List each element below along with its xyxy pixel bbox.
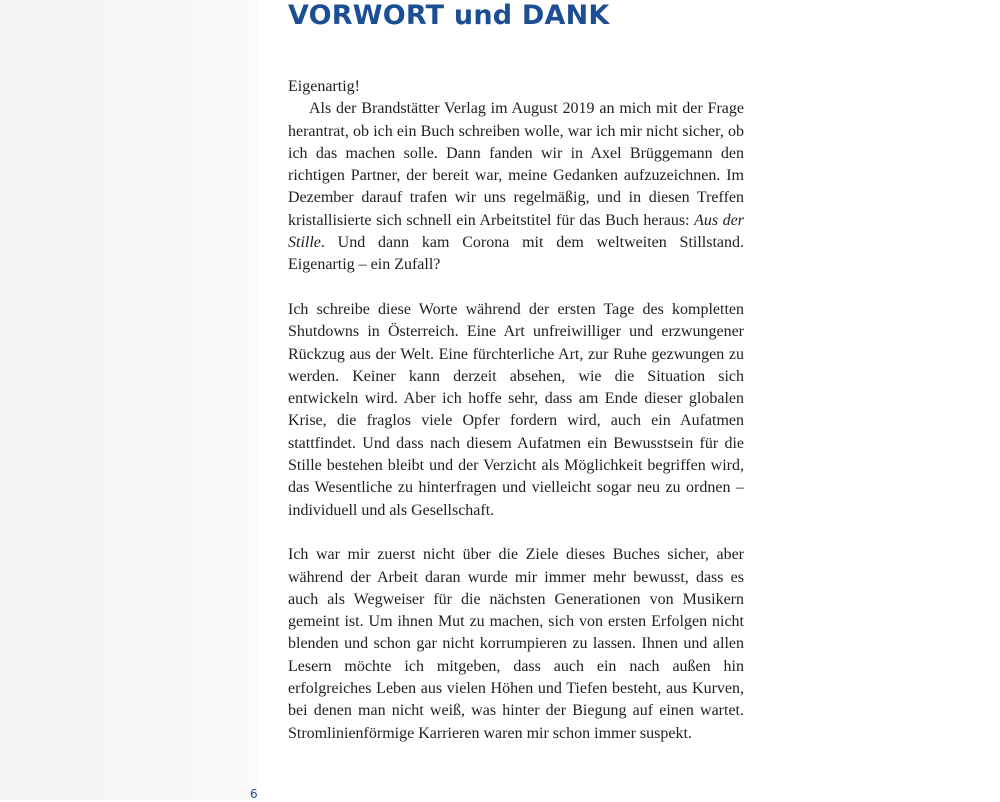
paragraph-publisher-ending: . Und dann kam Corona mit dem weltweiten Stillstand. Eigenartig – ein Zufall? (288, 234, 744, 274)
paragraph-opening: Eigenartig! (288, 78, 360, 95)
page-number: 6 (250, 787, 258, 801)
paragraph-publisher (288, 98, 744, 276)
body-text (288, 76, 744, 745)
paragraph-publisher-text: Als der Brandstätter Verlag im August 2019 an mich mit der Frage herantrat, ob ich ein Buch schreiben wolle, war ich mir nicht sicher, ob ich das machen solle. Dann fanden wir in Axel Brüggemann den richtigen Partner, der bereit war, meine Gedanken aufzuzeichnen. Im Dezember darauf trafen wir uns regelmäßig, und in diesen Treffen kristallisierte sich schnell ein Arbeitstitel für das Buch heraus: (288, 100, 744, 229)
paragraph-goals: Ich war mir zuerst nicht über die Ziele dieses Buches sicher, aber während der Arbeit daran wurde mir immer mehr bewusst, dass es auch als Wegweiser für die nächsten Generationen von Musikern gemeint ist. Um ihnen Mut zu machen, sich von ersten Erfolgen nicht blenden und schon gar nicht korrumpieren zu lassen. Ihnen und allen Lesern möchte ich mitgeben, dass auch ein nach außen hin erfolgreiches Leben aus vielen Höhen und Tiefen besteht, aus Kurven, bei denen man nicht weiß, was hinter der Biegung auf einen wartet. Stromlinienförmige Karrieren waren mir schon immer suspekt. (288, 546, 744, 742)
left-margin-shade (0, 0, 258, 800)
paragraph-shutdown: Ich schreibe diese Worte während der ersten Tage des kompletten Shutdowns in Österreich. Eine Art unfreiwilliger und erzwungener Rückzug aus der Welt. Eine fürchterliche Art, zur Ruhe gezwungen zu werden. Keiner kann derzeit absehen, wie die Situation sich entwickeln wird. Aber ich hoffe sehr, dass am Ende dieser globalen Krise, die fraglos viele Opfer fordern wird, auch ein Aufatmen stattfindet. Und dass nach diesem Aufatmen ein Bewusstsein für die Stille bestehen bleibt und der Verzicht als Möglichkeit begriffen wird, das Wesentliche zu hinterfragen und vielleicht sogar neu zu ordnen – individuell und als Gesellschaft. (288, 300, 744, 519)
working-title: Aus der Stille (288, 211, 745, 252)
chapter-title: VORWORT und DANK (288, 0, 610, 31)
